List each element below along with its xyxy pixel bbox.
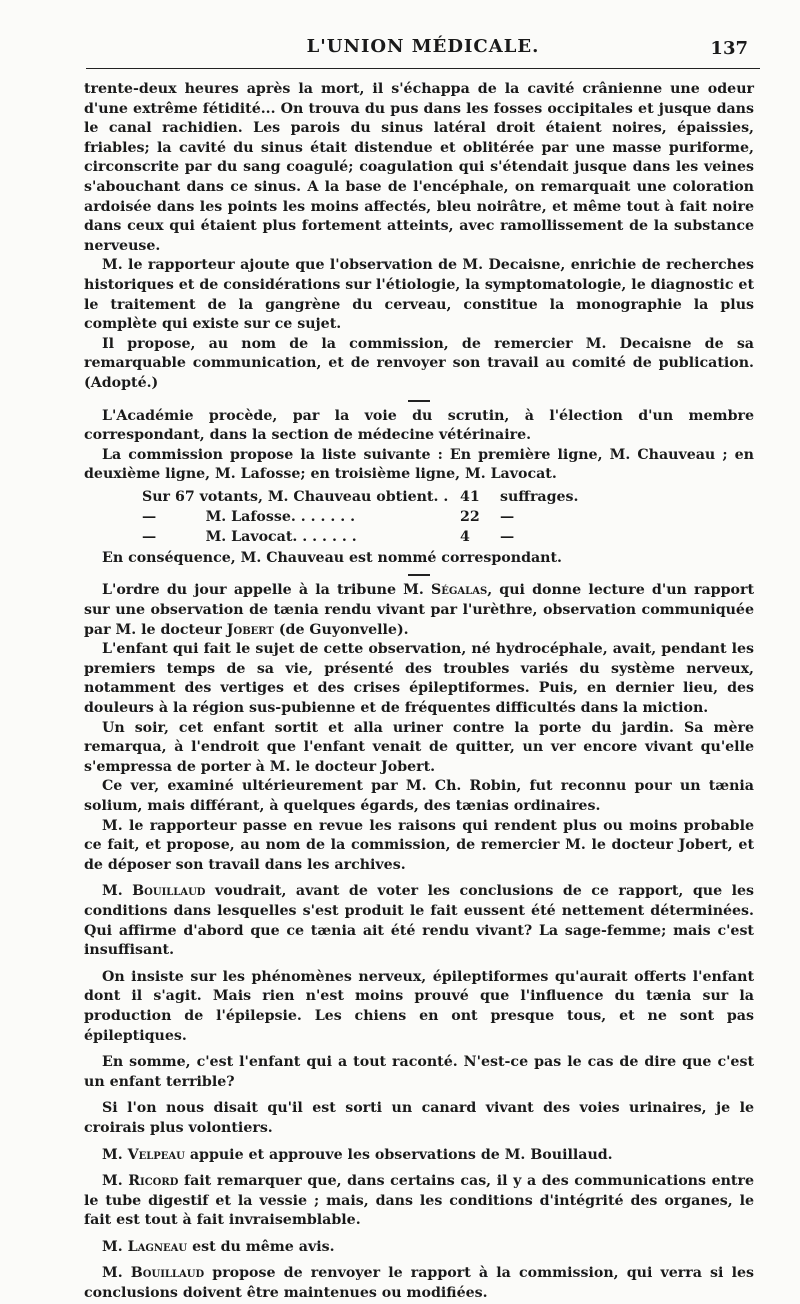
text-run: M. (102, 883, 133, 900)
text-run: propose de renvoyer le rapport à la commission, qui verra si les conclusions doivent être maintenues ou modifiées. (84, 1265, 754, 1302)
text-run: , qui donne lecture d'un rapport sur une observation de tænia rendu vivant par l'urèthre, observation communiquée par M. le docteur (84, 582, 754, 638)
vote-row (142, 507, 754, 527)
text-run: M. (102, 1146, 128, 1163)
speaker-name: Bouillaud (130, 1265, 205, 1282)
paragraph: trente-deux heures après la mort, il s'échappa de la cavité crânienne une odeur d'une extrême fétidité... On trouva du pus dans les fosses occipitales et jusque dans le canal rachidien. Les parois du sinus latéral droit étaient noires, épaissies, friables; la cavité du sinus était distendue et oblitérée par une masse puriforme, circonscrite par du sang coagulé; coagulation qui s'étendait jusque dans les veines s'abouchant dans ce sinus. A la base de l'encéphale, on remarquait une coloration ardoisée dans les points les moins affectés, bleu noirâtre, et même tout à fait noire dans ceux qui étaient plus fortement atteints, avec ramollissement de la substance nerveuse. (84, 81, 754, 254)
page-number: 137 (710, 38, 748, 59)
text-run: appuie et approuve les observations de M. Bouillaud. (184, 1146, 613, 1163)
paragraph (84, 1264, 754, 1303)
paragraph: La commission propose la liste suivante : En première ligne, M. Chauveau ; en deuxième ligne, M. Lafosse; en troisième ligne, M. Lavocat. (84, 446, 754, 483)
text-run: M. (102, 1173, 129, 1190)
paragraph (84, 581, 754, 640)
vote-count: 22 (460, 508, 480, 525)
paragraph: On insiste sur les phénomènes nerveux, épileptiformes qu'aurait offerts l'enfant dont il s'agit. Mais rien n'est moins prouvé que l'influence du tænia sur la production de l'épilepsie. Les chiens en ont presque tous, et ne sont pas épileptiques. (84, 968, 754, 1044)
paragraph: En somme, c'est l'enfant qui a tout raconté. N'est-ce pas le cas de dire que c'est un enfant terrible? (84, 1054, 754, 1090)
paragraph (84, 1238, 754, 1258)
paragraph (84, 1172, 754, 1231)
paragraph: Ce ver, examiné ultérieurement par M. Ch. Robin, fut reconnu pour un tænia solium, mais différant, à quelques égards, des tænias ordinaires. (84, 778, 754, 814)
header-rule (86, 68, 760, 69)
vote-results (142, 487, 754, 547)
text-run: L'ordre du jour appelle à la tribune M. (102, 582, 431, 599)
speaker-name: Ségalas (431, 582, 488, 599)
speaker-name: Bouillaud (132, 883, 206, 900)
paragraph: M. le rapporteur ajoute que l'observation de M. Decaisne, enrichie de recherches historiques et de considérations sur l'étiologie, la symptomatologie, le diagnostic et le traitement de la gangrène du cerveau, constitue la monographie la plus complète qui existe sur ce sujet. (84, 257, 754, 333)
speaker-name: Velpeau (127, 1146, 185, 1163)
vote-row (142, 527, 754, 547)
speaker-name: Ricord (128, 1173, 179, 1190)
vote-label: — M. Lavocat. . . . . . . (142, 528, 357, 545)
text-run: M. (102, 1265, 131, 1282)
paragraph: Il propose, au nom de la commission, de remercier M. Decaisne de sa remarquable communication, et de renvoyer son travail au comité de publication. (Adopté.) (84, 335, 754, 391)
paragraph: Un soir, cet enfant sortit et alla uriner contre la porte du jardin. Sa mère remarqua, à l'endroit que l'enfant venait de quitter, un ver encore vivant qu'elle s'empressa de porter à M. le docteur Jobert. (84, 719, 754, 775)
paragraph: Si l'on nous disait qu'il est sorti un canard vivant des voies urinaires, je le croirais plus volontiers. (84, 1100, 754, 1136)
speaker-name: Lagneau (127, 1238, 188, 1255)
running-title: L'UNION MÉDICALE. (306, 36, 540, 57)
paragraph (84, 882, 754, 960)
speaker-name: Jobert (226, 621, 274, 638)
page-header (86, 28, 760, 64)
section-separator (408, 400, 430, 402)
paragraph: L'enfant qui fait le sujet de cette observation, né hydrocéphale, avait, pendant les premiers temps de sa vie, présenté des troubles variés du système nerveux, notamment des vertiges et des crises épileptiformes. Puis, en dernier lieu, des douleurs à la région sus-pubienne et de fréquentes difficultés dans la miction. (84, 641, 754, 717)
text-run: est du même avis. (187, 1238, 335, 1255)
text-run: fait remarquer que, dans certains cas, il y a des communications entre le tube digestif et la vessie ; mais, dans les conditions d'intégrité des organes, le fait est tout à fait invraisemblable. (84, 1173, 754, 1229)
text-run: (de Guyonvelle). (273, 621, 409, 638)
vote-label: Sur 67 votants, M. Chauveau obtient. . (142, 488, 449, 505)
vote-count: 41 (460, 488, 480, 505)
section-separator (408, 574, 430, 576)
vote-row (142, 487, 754, 507)
vote-suffix: suffrages. (500, 488, 579, 505)
paragraph: En conséquence, M. Chauveau est nommé correspondant. (102, 549, 562, 566)
paragraph (84, 1146, 754, 1166)
body-text (84, 80, 754, 1304)
text-run: voudrait, avant de voter les conclusions de ce rapport, que les conditions dans lesquelles s'est produit le fait eussent été nettement déterminées. Qui affirme d'abord que ce tænia ait été rendu vivant? La sage-femme; mais c'est insuffisant. (84, 883, 754, 959)
paragraph: L'Académie procède, par la voie du scrutin, à l'élection d'un membre correspondant, dans la section de médecine vétérinaire. (84, 407, 754, 444)
text-run: M. (102, 1238, 128, 1255)
vote-suffix: — (500, 528, 515, 545)
paragraph: M. le rapporteur passe en revue les raisons qui rendent plus ou moins probable ce fait, et propose, au nom de la commission, de remercier M. le docteur Jobert, et de déposer son travail dans les archives. (84, 817, 754, 873)
vote-suffix: — (500, 508, 515, 525)
vote-label: — M. Lafosse. . . . . . . (142, 508, 356, 525)
vote-count: 4 (460, 528, 470, 545)
